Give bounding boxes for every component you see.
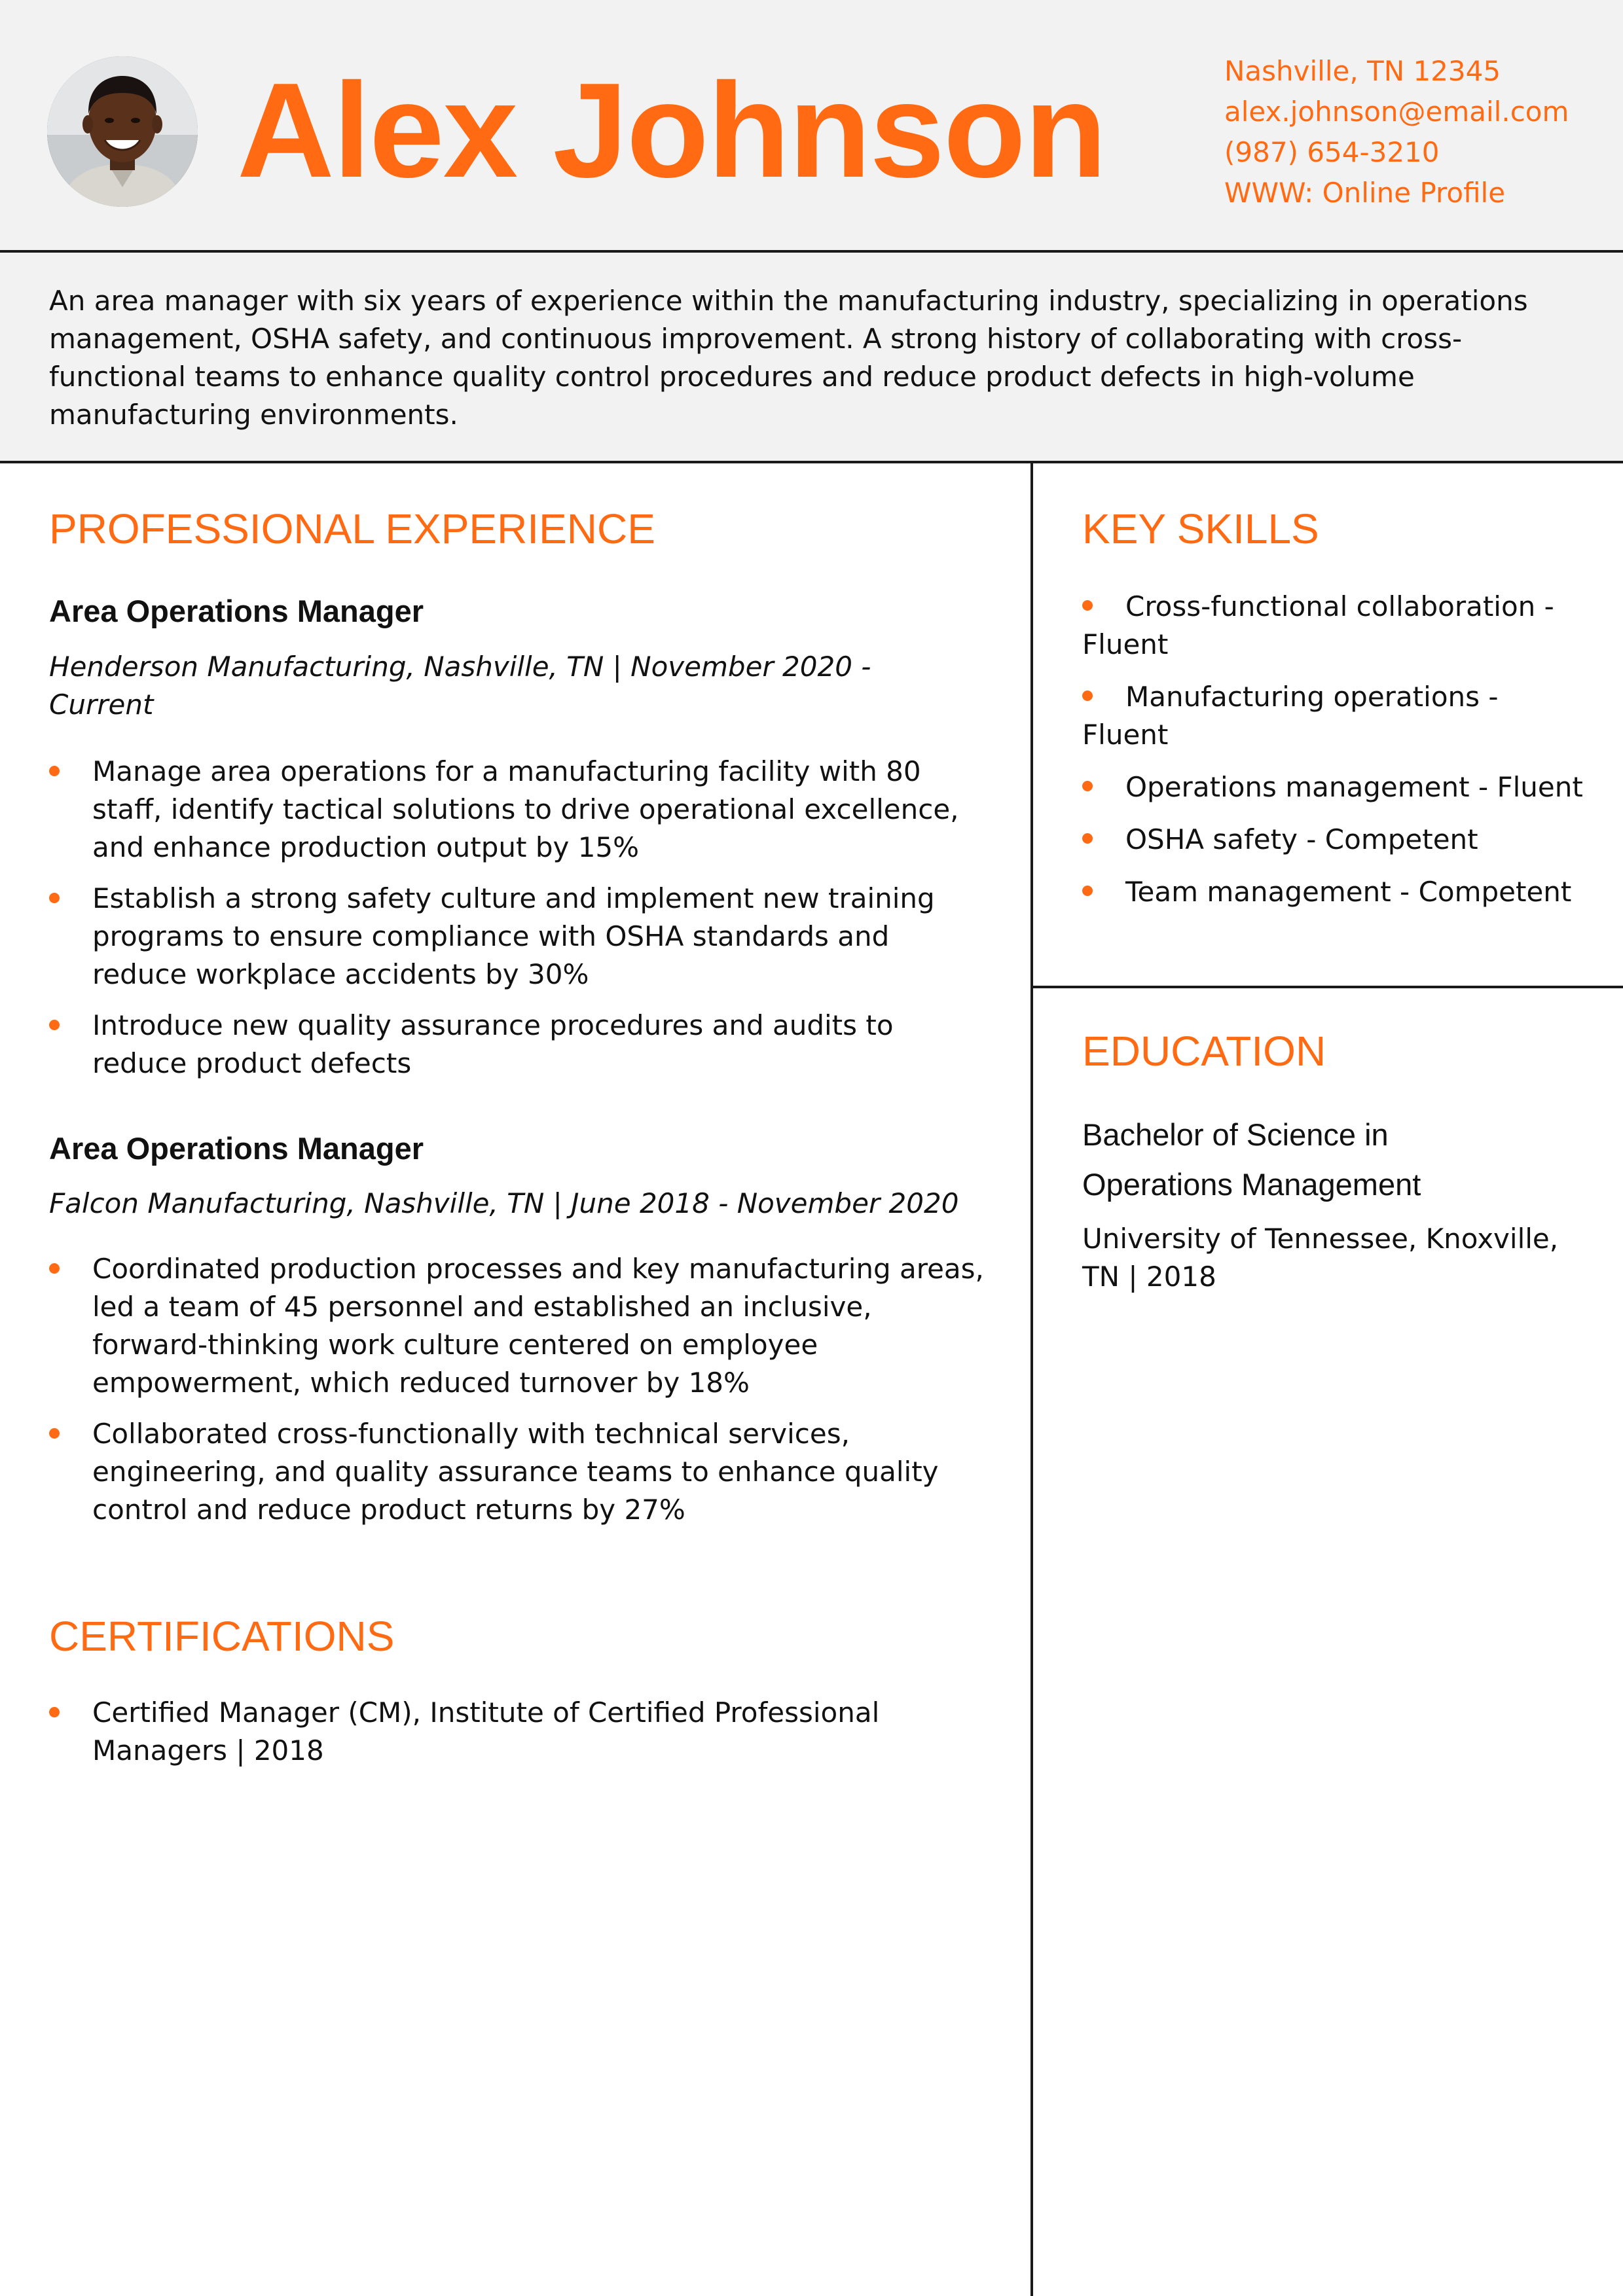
- job-title: Area Operations Manager: [49, 594, 424, 628]
- certifications-heading: CERTIFICATIONS: [49, 1613, 395, 1660]
- list-item: Certified Manager (CM), Institute of Certified Professional Managers | 2018: [49, 1694, 913, 1770]
- skill-label: Cross-functional collaboration - Fluent: [1082, 590, 1554, 660]
- header: [0, 0, 1623, 253]
- job-title: Area Operations Manager: [49, 1131, 424, 1166]
- education-heading: EDUCATION: [1082, 1028, 1326, 1075]
- job-company: Henderson Manufacturing: [49, 651, 407, 683]
- skill-label: OSHA safety - Competent: [1125, 823, 1478, 855]
- profile-photo: [47, 56, 198, 207]
- job-bullets: [49, 753, 992, 1096]
- job-company: Falcon Manufacturing: [49, 1187, 347, 1219]
- summary-text: An area manager with six years of experience within the manufacturing industry, specializing in operations management, OSHA safety, and continuous improvement. A strong history of collaborating with cross-functional teams to enhance quality control procedures and reduce product defects in high-volume manufacturing environments.: [49, 285, 1528, 431]
- contact-email[interactable]: alex.johnson@email.com: [1224, 96, 1569, 128]
- job-details: , Nashville, TN | November 2020 - Current: [49, 651, 871, 721]
- summary-section: [0, 253, 1623, 463]
- bullet-dot-icon: [1082, 781, 1093, 791]
- certifications-list: [49, 1694, 913, 1783]
- job-meta: [49, 1185, 992, 1223]
- skill-item: [1082, 768, 1593, 806]
- contact-location: Nashville, TN 12345: [1224, 55, 1501, 87]
- job-bullets: [49, 1250, 992, 1542]
- list-item: Establish a strong safety culture and implement new training programs to ensure compliance with OSHA standards and reduce workplace accidents by 30%: [49, 880, 992, 994]
- skill-item: [1082, 678, 1593, 754]
- contact-website[interactable]: WWW: Online Profile: [1224, 177, 1506, 209]
- skill-label: Team management - Competent: [1125, 876, 1572, 908]
- skill-item: [1082, 873, 1593, 911]
- bullet-dot-icon: [1082, 691, 1093, 701]
- bullet-dot-icon: [1082, 833, 1093, 844]
- bullet-dot-icon: [1082, 886, 1093, 896]
- list-item: Manage area operations for a manufacturing facility with 80 staff, identify tactical solutions to drive operational excellence, and enhance production output by 15%: [49, 753, 992, 867]
- skills-list: [1082, 588, 1593, 925]
- skill-label: Manufacturing operations - Fluent: [1082, 681, 1499, 751]
- skills-heading: KEY SKILLS: [1082, 505, 1319, 552]
- job-meta: [49, 648, 900, 724]
- skill-item: [1082, 588, 1593, 664]
- contact-info: [1224, 51, 1569, 213]
- right-column-divider: [1033, 986, 1623, 988]
- skill-label: Operations management - Fluent: [1125, 771, 1583, 803]
- degree-title: Bachelor of Science in Operations Management: [1082, 1117, 1421, 1202]
- list-item: Coordinated production processes and key manufacturing areas, led a team of 45 personnel and established an inclusive, forward-thinking work culture centered on employee empowerment, which reduced turnover by 18%: [49, 1250, 992, 1402]
- skill-item: [1082, 821, 1593, 859]
- school-info: University of Tennessee, Knoxville, TN | 2018: [1082, 1223, 1559, 1293]
- job-details: , Nashville, TN | June 2018 - November 2020: [346, 1187, 959, 1219]
- column-divider: [1030, 462, 1033, 2296]
- experience-heading: PROFESSIONAL EXPERIENCE: [49, 505, 655, 552]
- person-portrait-icon: [47, 56, 198, 207]
- list-item: Introduce new quality assurance procedures and audits to reduce product defects: [49, 1007, 992, 1083]
- contact-phone[interactable]: (987) 654-3210: [1224, 136, 1440, 168]
- candidate-name: Alex Johnson: [237, 55, 1106, 206]
- list-item: Collaborated cross-functionally with technical services, engineering, and quality assurance teams to enhance quality control and reduce product returns by 27%: [49, 1415, 992, 1529]
- bullet-dot-icon: [1082, 600, 1093, 611]
